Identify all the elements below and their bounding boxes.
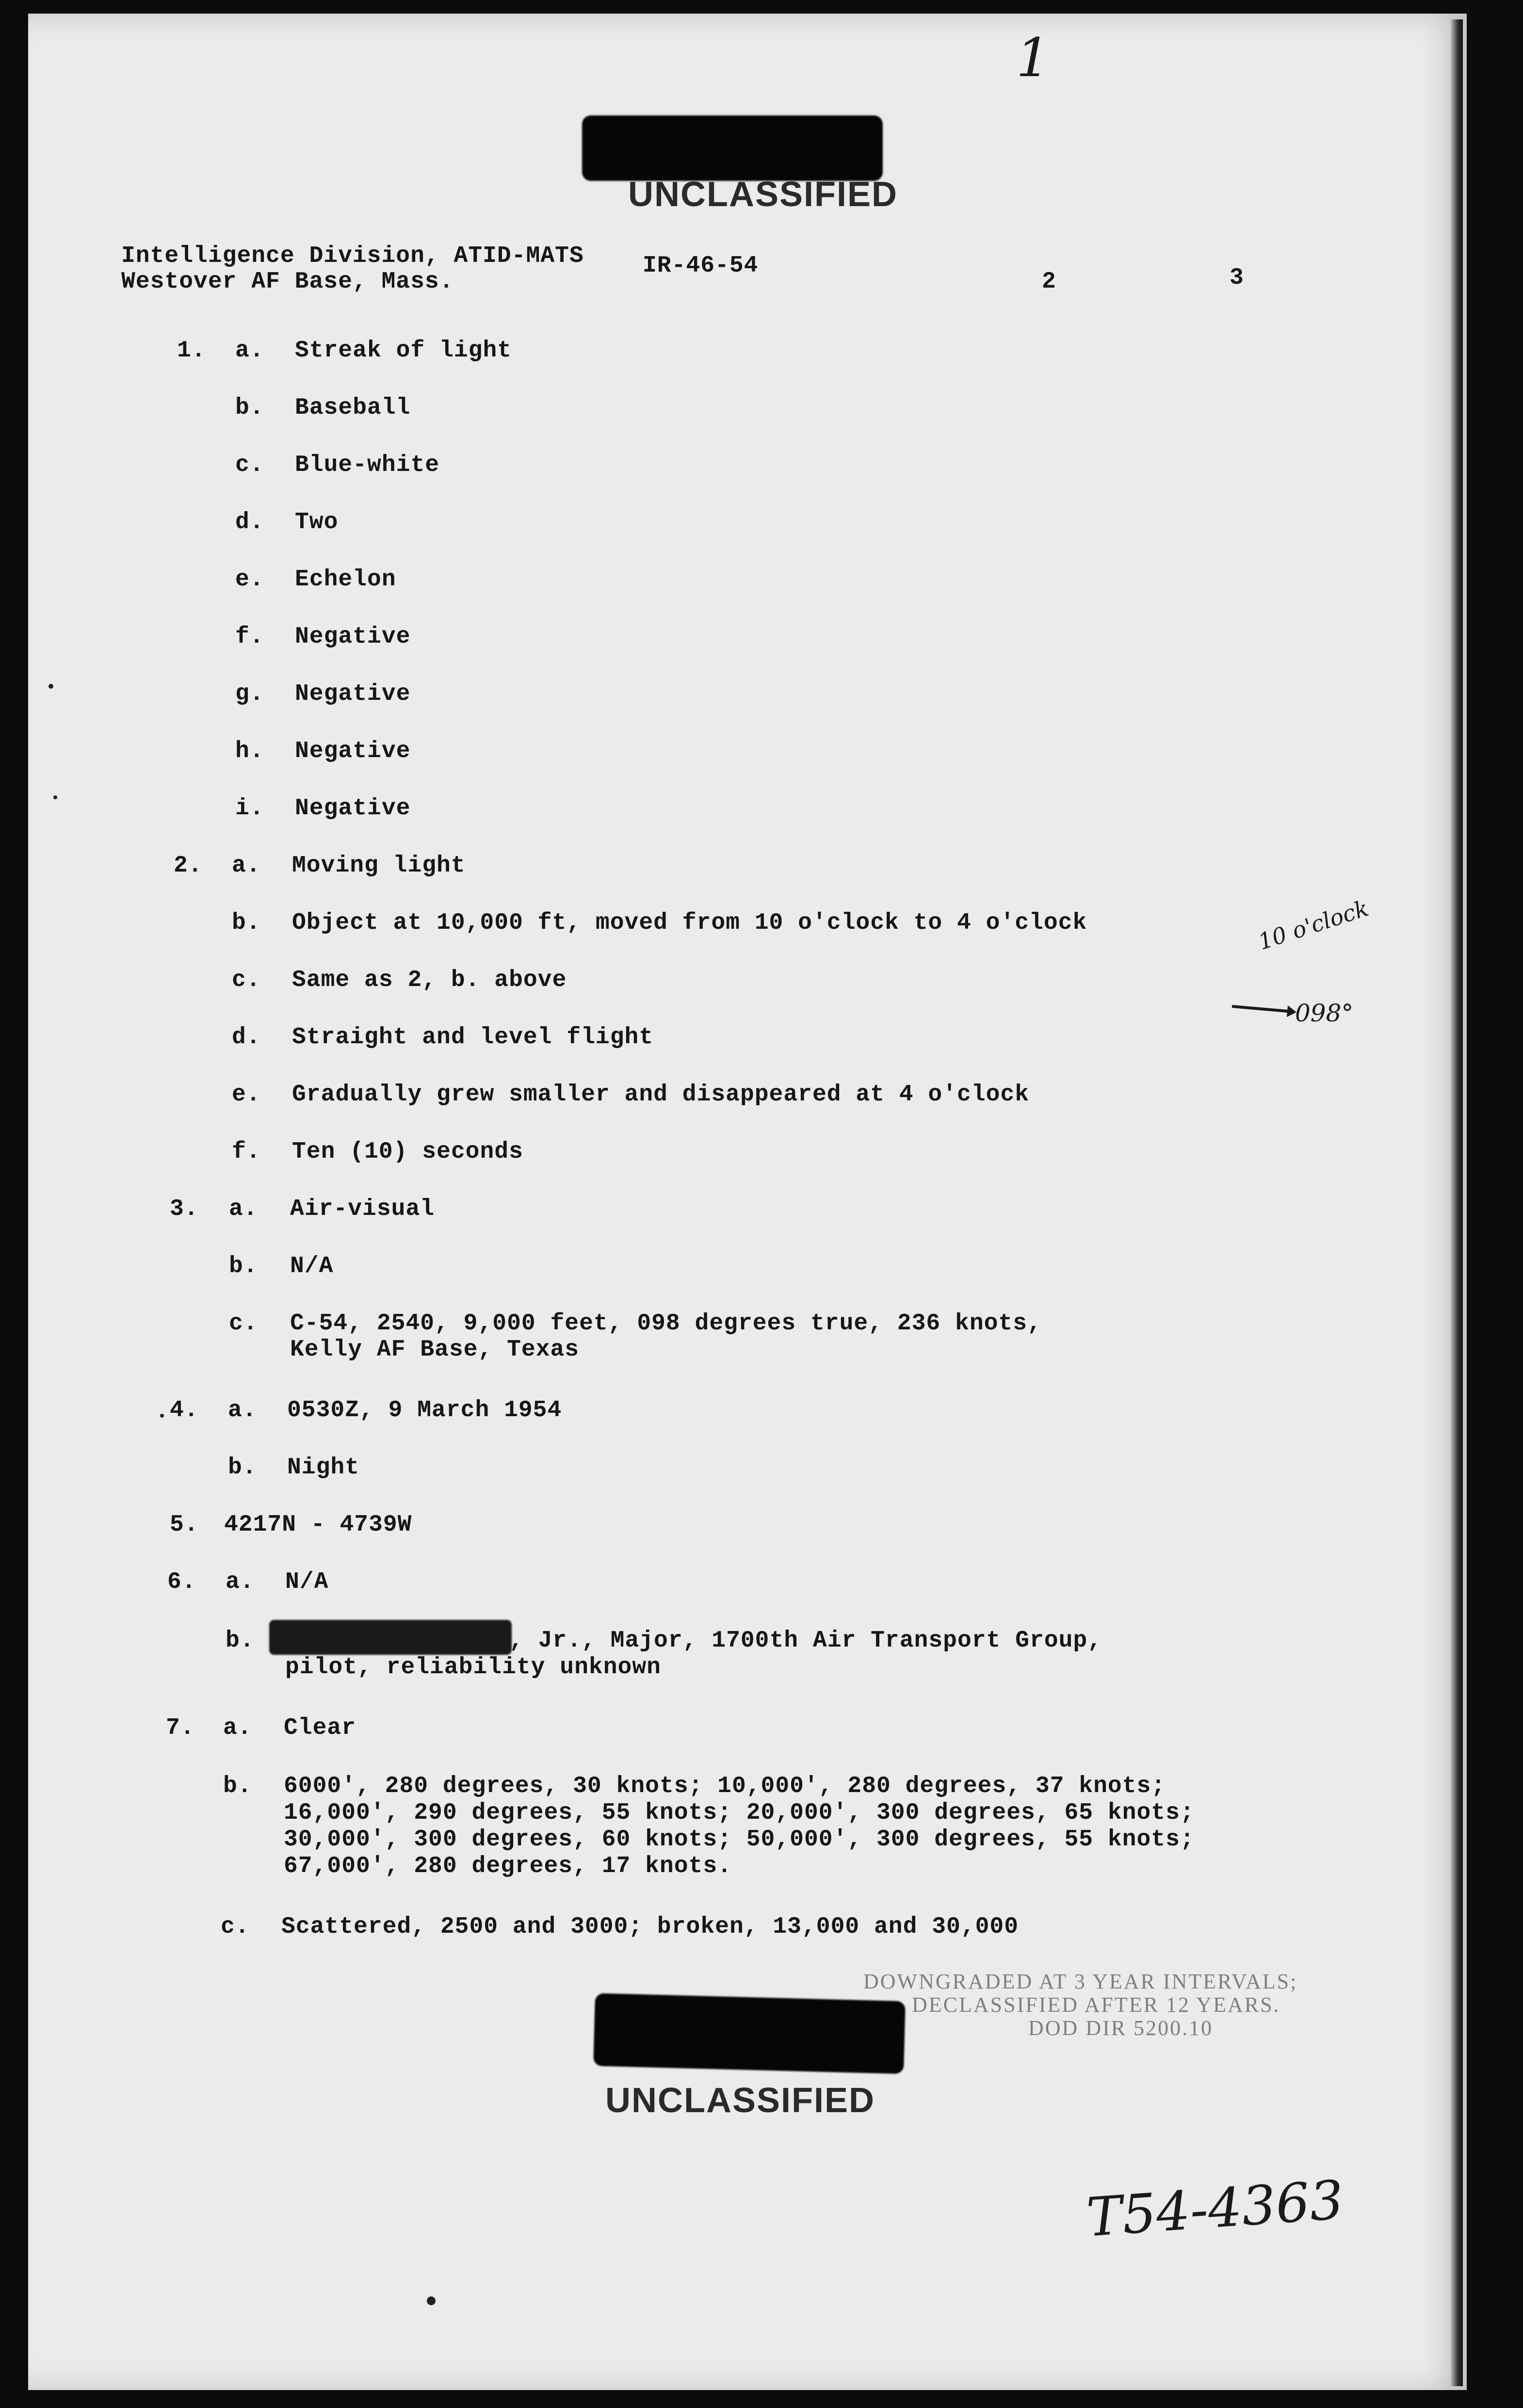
item-1d-letter: d. [235, 509, 264, 535]
item-3-number: 3. [170, 1196, 199, 1222]
item-4a-text: 0530Z, 9 March 1954 [287, 1397, 562, 1423]
office-line-1: Intelligence Division, ATID-MATS [121, 243, 584, 269]
item-1f-letter: f. [235, 624, 264, 650]
item-1g-letter: g. [235, 681, 264, 707]
item-1e-letter: e. [235, 566, 264, 593]
classification-stamp-bottom: UNCLASSIFIED [605, 2081, 875, 2120]
item-2a-letter: a. [232, 853, 261, 879]
item-7b-text-line2: 16,000', 290 degrees, 55 knots; 20,000', 300 degrees, 65 knots; [284, 1800, 1195, 1826]
item-6a-text: N/A [285, 1569, 329, 1595]
report-number: IR-46-54 [643, 253, 759, 279]
item-1e-text: Echelon [295, 566, 396, 593]
paper-speck [160, 1414, 164, 1418]
item-2b-text: Object at 10,000 ft, moved from 10 o'clock to 4 o'clock [292, 910, 1087, 936]
item-7a-letter: a. [223, 1715, 252, 1741]
item-2d-text: Straight and level flight [292, 1024, 654, 1050]
item-6-number: 6. [167, 1569, 196, 1595]
item-7c-text: Scattered, 2500 and 3000; broken, 13,000 and 30,000 [281, 1914, 1019, 1940]
handwritten-document-id: T54-4363 [1085, 2168, 1346, 2249]
item-7-number: 7. [166, 1715, 195, 1741]
item-7b-text-line4: 67,000', 280 degrees, 17 knots. [284, 1853, 732, 1879]
item-2c-letter: c. [232, 967, 261, 993]
item-1a-letter: a. [235, 338, 264, 364]
item-2b-letter: b. [232, 910, 261, 936]
paper-speck [49, 684, 53, 689]
item-3c-text-line2: Kelly AF Base, Texas [290, 1337, 580, 1363]
item-7a-text: Clear [284, 1715, 356, 1741]
item-7b-text-line1: 6000', 280 degrees, 30 knots; 10,000', 280 degrees, 37 knots; [284, 1773, 1166, 1799]
item-4b-letter: b. [228, 1454, 257, 1481]
item-7b-text-line3: 30,000', 300 degrees, 60 knots; 50,000', 300 degrees, 55 knots; [284, 1826, 1195, 1853]
page-edge-shadow [1450, 19, 1463, 2386]
margin-note-clock: 10 o'clock [1255, 894, 1372, 955]
item-1g-text: Negative [295, 681, 411, 707]
item-3c-text-line1: C-54, 2540, 9,000 feet, 098 degrees true, 236 knots, [290, 1310, 1042, 1337]
item-1h-letter: h. [235, 738, 264, 764]
item-1b-text: Baseball [295, 395, 411, 421]
item-2d-letter: d. [232, 1024, 261, 1050]
redaction-bar-bottom [593, 1993, 906, 2074]
item-2f-letter: f. [232, 1139, 261, 1165]
paper-speck [427, 2296, 436, 2305]
item-1i-letter: i. [235, 795, 264, 822]
downgrade-stamp-line2: DECLASSIFIED AFTER 12 YEARS. [912, 1993, 1280, 2017]
item-1c-text: Blue-white [295, 452, 440, 478]
margin-note-heading: 098° [1295, 999, 1354, 1027]
margin-arrow-icon [1230, 997, 1297, 1021]
item-7b-letter: b. [223, 1773, 252, 1799]
item-1-number: 1. [177, 338, 206, 364]
item-3a-text: Air-visual [290, 1196, 435, 1222]
paper-speck [53, 795, 57, 799]
page-number-2: 3 [1230, 265, 1244, 291]
item-2c-text: Same as 2, b. above [292, 967, 567, 993]
item-6b-text-line1: , Jr., Major, 1700th Air Transport Group, [509, 1628, 1102, 1654]
office-line-2: Westover AF Base, Mass. [121, 269, 454, 295]
item-5-number: 5. [170, 1512, 199, 1538]
item-2e-text: Gradually grew smaller and disappeared at 4 o'clock [292, 1082, 1030, 1108]
item-1f-text: Negative [295, 624, 411, 650]
item-1c-letter: c. [235, 452, 264, 478]
item-1d-text: Two [295, 509, 339, 535]
downgrade-stamp-line3: DOD DIR 5200.10 [1028, 2016, 1214, 2040]
classification-stamp-top: UNCLASSIFIED [628, 175, 898, 214]
item-7c-letter: c. [221, 1914, 250, 1940]
page-number: 2 [1042, 269, 1056, 295]
redaction-bar-name [269, 1620, 512, 1655]
item-2a-text: Moving light [292, 853, 466, 879]
item-6b-text-line2: pilot, reliability unknown [285, 1654, 661, 1681]
item-1i-text: Negative [295, 795, 411, 822]
item-4b-text: Night [287, 1454, 360, 1481]
item-3c-letter: c. [229, 1310, 258, 1337]
item-1h-text: Negative [295, 738, 411, 764]
item-3a-letter: a. [229, 1196, 258, 1222]
downgrade-stamp-line1: DOWNGRADED AT 3 YEAR INTERVALS; [863, 1970, 1298, 1993]
top-page-mark: 1 [1016, 27, 1050, 89]
item-6b-letter: b. [226, 1628, 255, 1654]
item-2e-letter: e. [232, 1082, 261, 1108]
item-3b-text: N/A [290, 1253, 334, 1279]
item-2f-text: Ten (10) seconds [292, 1139, 523, 1165]
item-5-text: 4217N - 4739W [224, 1512, 412, 1538]
item-2-number: 2. [174, 853, 203, 879]
item-1b-letter: b. [235, 395, 264, 421]
item-4-number: 4. [170, 1397, 199, 1423]
item-1a-text: Streak of light [295, 338, 512, 364]
redaction-bar-top [582, 115, 883, 181]
item-3b-letter: b. [229, 1253, 258, 1279]
item-6a-letter: a. [226, 1569, 255, 1595]
item-4a-letter: a. [228, 1397, 257, 1423]
